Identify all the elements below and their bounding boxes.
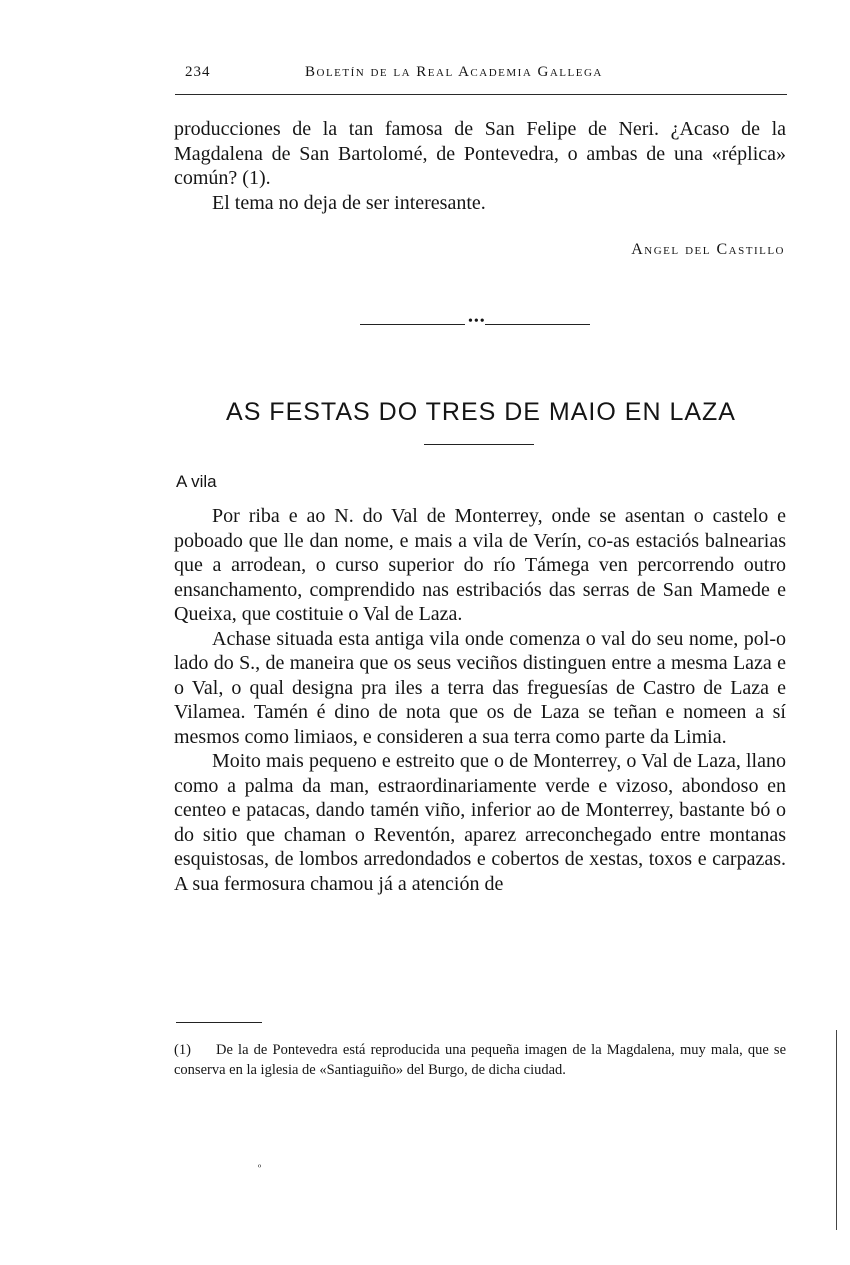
margin-mark: º: [258, 1163, 262, 1174]
footnote: [174, 1040, 786, 1080]
divider-line-left: [360, 324, 465, 325]
body-paragraph: Moito mais pequeno e estreito que o de Monterrey, o Val de Laza, llano como a palma da man, estraordinariamente verde e vizoso, abondoso en centeo e patacas, dando tamén viño, inferior ao de Monterrey, bastante bó o do sitio que chaman o Reventón, aparez arreconchegado entre montanas esquistosas, de lombos arredondados e cobertos de xestas, toxos e carpazas. A sua fermosura chamou já a atención de: [174, 750, 786, 895]
body-paragraph: Por riba e ao N. do Val de Monterrey, onde se asentan o castelo e poboado que lle dan nome, e mais a vila de Verín, co-as estaciós balnearias que a arrodean, o curso superior do río Támega ven percorrendo outro ensanchamento, comprendido nas estribaciós das serras de San Mamede e Queixa, que costituie o Val de Laza.: [174, 505, 786, 625]
header-rule: [175, 94, 787, 95]
closing-sentence: El tema no deja de ser interesante.: [212, 191, 486, 214]
closing-paragraph: producciones de la tan famosa de San Felipe de Neri. ¿Acaso de la Magdalena de San Bartolomé, de Pontevedra, o ambas de una «réplica» común? (1).: [174, 118, 786, 189]
footnote-text: De la de Pontevedra está reproducida una pequeña imagen de la Magdalena, muy mala, que se conserva en la iglesia de «Santiaguiño» del Burgo, de dicha ciudad.: [174, 1042, 786, 1078]
previous-article-ending: [174, 117, 786, 215]
section-divider-ornament: [360, 314, 590, 332]
footnote-marker: (1): [174, 1042, 191, 1058]
footnote-rule: [176, 1022, 262, 1023]
author-signature: Angel del Castillo: [631, 241, 785, 258]
divider-dots: •••: [468, 314, 486, 329]
article-body: [174, 504, 786, 896]
page-number: 234: [185, 64, 211, 80]
page-edge-mark: [836, 1030, 837, 1230]
body-paragraph: Achase situada esta antiga vila onde comenza o val do seu nome, pol-o lado do S., de maneira que os seus veciños distinguen entre a mesma Laza e o Val, o qual designa pra iles a terra das freguesías de Castro de Laza e Vilamea. Tamén é dino de nota que os de Laza se teñan e nomeen a sí mesmos como limiaos, e consideren a sua terra como parte da Limia.: [174, 627, 786, 748]
article-title: AS FESTAS DO TRES DE MAIO EN LAZA: [226, 398, 736, 426]
title-underline-rule: [424, 444, 534, 445]
section-heading: A vila: [176, 472, 217, 491]
running-title: Boletín de la Real Academia Gallega: [305, 64, 603, 80]
divider-line-right: [485, 324, 590, 325]
